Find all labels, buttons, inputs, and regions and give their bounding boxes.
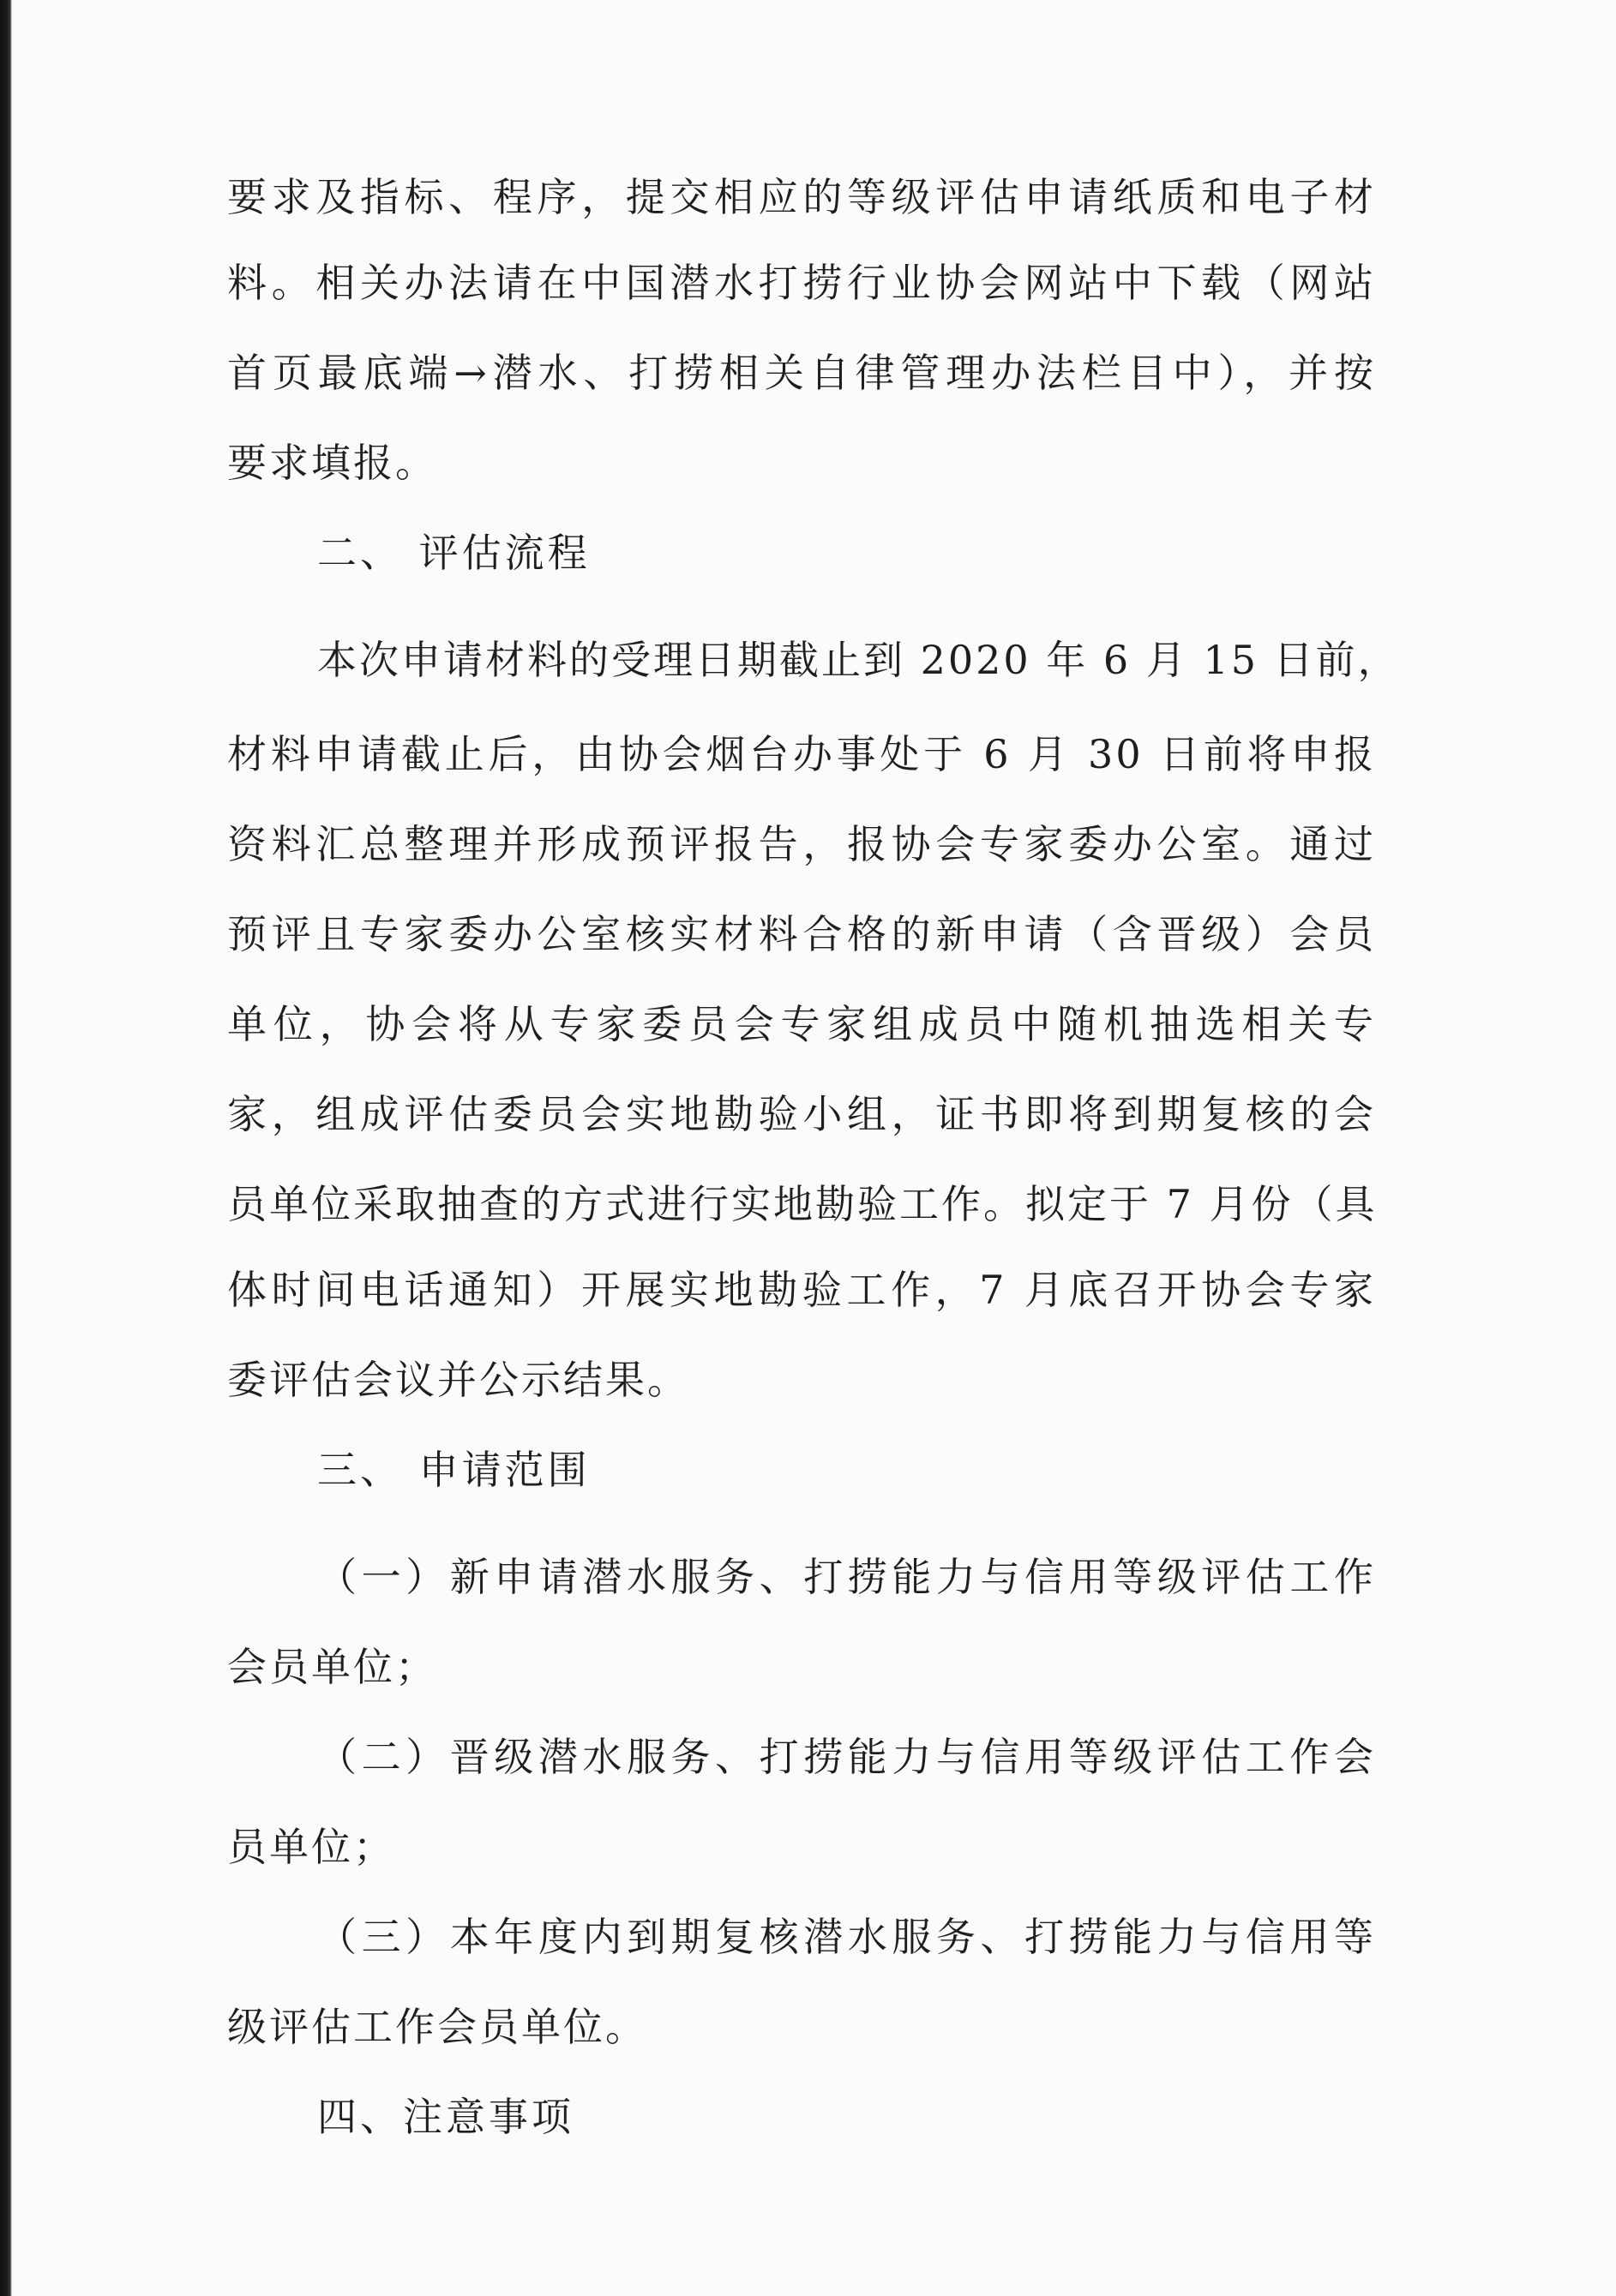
paragraph-line: 家，组成评估委员会实地勘验小组，证书即将到期复核的会 (227, 1091, 1376, 1137)
list-item-line: （二）晋级潜水服务、打捞能力与信用等级评估工作会 (317, 1734, 1376, 1780)
section-heading-2: 二、 评估流程 (317, 530, 591, 576)
paragraph-line: 料。相关办法请在中国潜水打捞行业协会网站中下载（网站 (227, 260, 1376, 306)
paragraph-line: 首页最底端→潜水、打捞相关自律管理办法栏目中），并按 (227, 350, 1376, 396)
paragraph-line: 预评且专家委办公室核实材料合格的新申请（含晋级）会员 (227, 911, 1376, 957)
list-item-line: 会员单位； (227, 1644, 437, 1690)
paragraph-line: 材料申请截止后，由协会烟台办事处于 6 月 30 日前将申报 (227, 731, 1376, 777)
list-item-line: （一）新申请潜水服务、打捞能力与信用等级评估工作 (317, 1554, 1376, 1600)
paragraph-line: 要求及指标、程序，提交相应的等级评估申请纸质和电子材 (227, 174, 1376, 220)
paragraph-line: 要求填报。 (227, 440, 437, 486)
paragraph-line: 资料汇总整理并形成预评报告，报协会专家委办公室。通过 (227, 821, 1376, 867)
section-heading-4: 四、注意事项 (317, 2094, 574, 2140)
paragraph-line: 体时间电话通知）开展实地勘验工作，7 月底召开协会专家 (227, 1267, 1376, 1313)
paragraph-line: 员单位采取抽查的方式进行实地勘验工作。拟定于 7 月份（具 (227, 1181, 1378, 1227)
list-item-line: 级评估工作会员单位。 (227, 2004, 647, 2050)
paragraph-line: 单位，协会将从专家委员会专家组成员中随机抽选相关专 (227, 1001, 1376, 1047)
list-item-line: 员单位； (227, 1824, 395, 1870)
list-item-line: （三）本年度内到期复核潜水服务、打捞能力与信用等 (317, 1914, 1376, 1960)
section-heading-3: 三、 申请范围 (317, 1447, 591, 1493)
paragraph-line: 本次申请材料的受理日期截止到 2020 年 6 月 15 日前， (317, 637, 1400, 683)
paragraph-line: 委评估会议并公示结果。 (227, 1357, 689, 1403)
